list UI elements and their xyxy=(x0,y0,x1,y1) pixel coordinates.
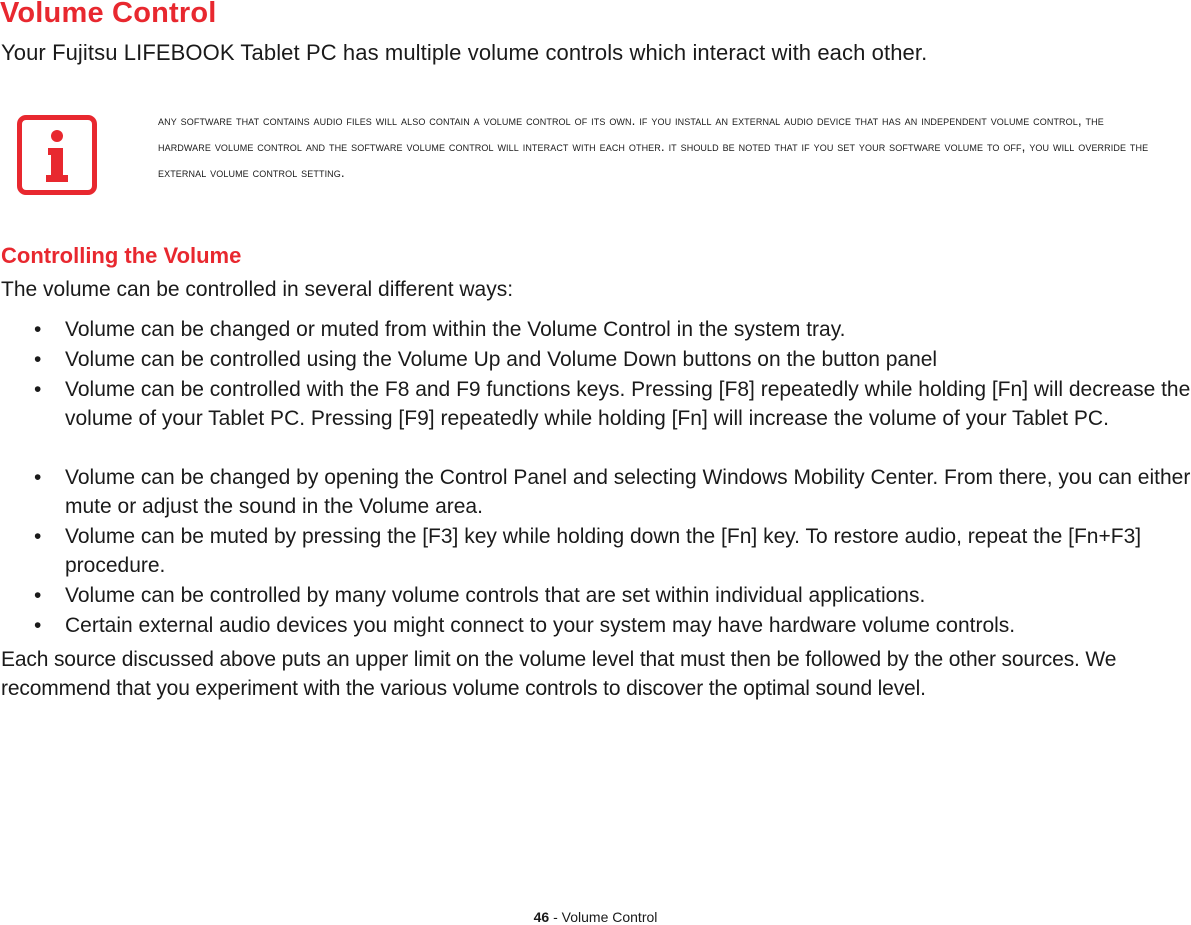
bullet-list xyxy=(0,315,1191,641)
closing-paragraph: Each source discussed above puts an upper limit on the volume level that must then be followed by the other sources. We recommend that you experiment with the various volume controls to discover the optimal sound level. xyxy=(1,648,1117,700)
bullet-icon: • xyxy=(34,525,42,548)
list-item: • Volume can be changed by opening the Control Panel and selecting Windows Mobility Center. From there, you can either mute or adjust the sound in the Volume area. xyxy=(0,463,1191,522)
list-item: • Volume can be controlled using the Volume Up and Volume Down buttons on the button panel xyxy=(0,345,1191,375)
list-item: • Certain external audio devices you might connect to your system may have hardware volume controls. xyxy=(0,611,1191,641)
page-footer xyxy=(0,909,1191,925)
bullet-icon: • xyxy=(34,466,42,489)
footer-section-name: Volume Control xyxy=(561,909,658,925)
section-heading: Controlling the Volume xyxy=(1,243,242,268)
list-item: • Volume can be muted by pressing the [F3] key while holding down the [Fn] key. To restore audio, repeat the [Fn+F3] procedure. xyxy=(0,522,1191,581)
bullet-icon: • xyxy=(34,348,42,371)
note-text: any software that contains audio files will also contain a volume control of its own. if you install an external audio device that has an independent volume control, the hardware volume control and the software volume control will interact with each other. it should be noted that if you set your software volume to off, you will override the external volume control setting. xyxy=(158,113,1149,180)
bullet-icon: • xyxy=(34,378,42,401)
section-lead: The volume can be controlled in several different ways: xyxy=(1,278,514,301)
bullet-icon: • xyxy=(34,318,42,341)
list-item: • Volume can be controlled with the F8 and F9 functions keys. Pressing [F8] repeatedly while holding [Fn] will decrease the volume of your Tablet PC. Pressing [F9] repeatedly while holding [Fn] will increase the volume of your Tablet PC. xyxy=(0,375,1191,463)
intro-paragraph: Your Fujitsu LIFEBOOK Tablet PC has multiple volume controls which interact with each other. xyxy=(1,40,928,65)
bullet-icon: • xyxy=(34,584,42,607)
info-icon xyxy=(17,115,97,195)
page-title: Volume Control xyxy=(0,0,217,29)
list-item: • Volume can be controlled by many volume controls that are set within individual applications. xyxy=(0,581,1191,611)
list-item: • Volume can be changed or muted from within the Volume Control in the system tray. xyxy=(0,315,1191,345)
page-number: 46 xyxy=(533,909,550,925)
bullet-icon: • xyxy=(34,614,42,637)
footer-separator: - xyxy=(549,909,562,925)
